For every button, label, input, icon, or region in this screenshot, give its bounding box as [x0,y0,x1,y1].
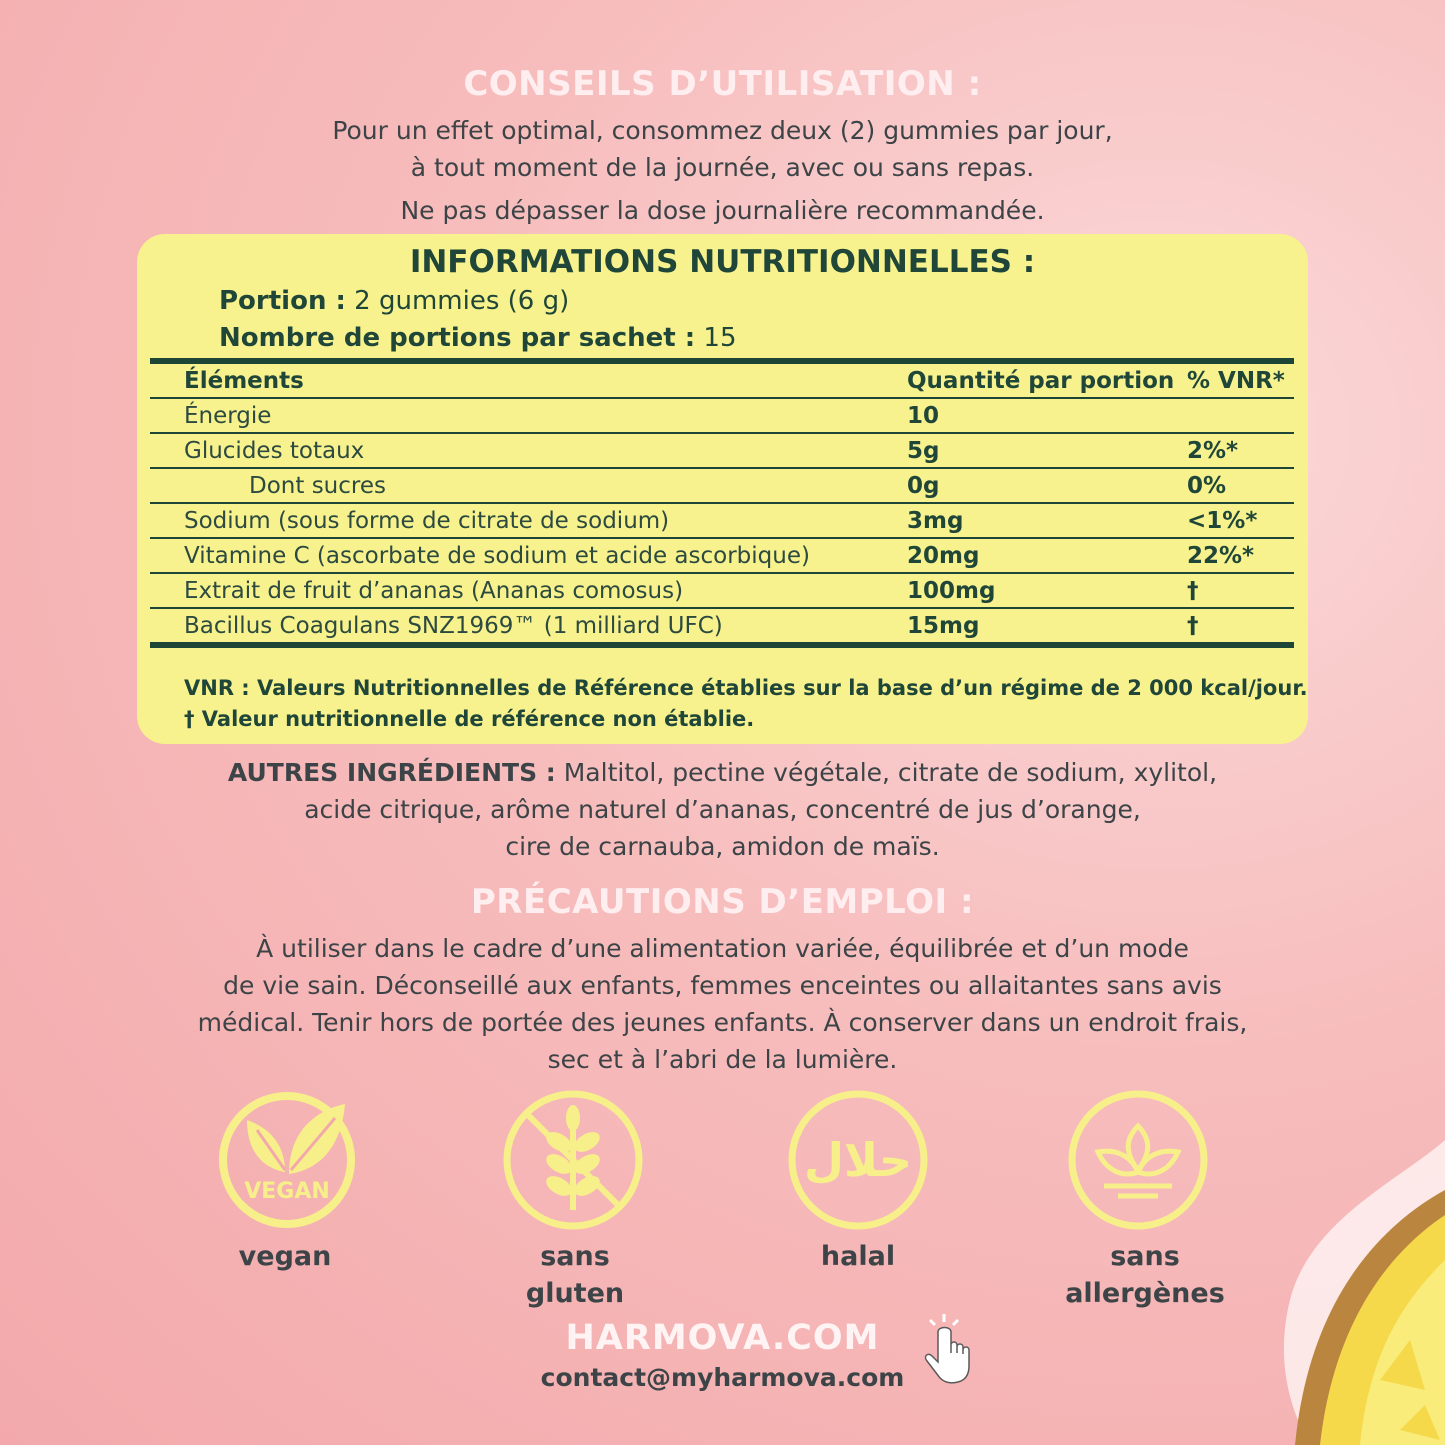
gluten-free-icon [503,1090,643,1230]
contact-email[interactable]: contact@myharmova.com [540,1363,905,1392]
badge-label-gluten [465,1238,685,1312]
usage-line-1: Pour un effet optimal, consommez deux (2) gummies par jour, [332,116,1113,145]
row-vnr: † [1187,573,1294,608]
row-name: Dont sucres [150,468,907,503]
badge-label-vegan [175,1238,395,1275]
portion-value: 2 gummies (6 g) [354,286,570,316]
row-name: Vitamine C (ascorbate de sodium et acide ascorbique) [150,538,907,573]
vegan-icon-text: VEGAN [244,1179,330,1204]
header-elements: Éléments [150,361,907,398]
row-qty: 20mg [907,538,1187,573]
row-vnr: 22%* [1187,538,1294,573]
row-name: Glucides totaux [150,433,907,468]
row-qty: 100mg [907,573,1187,608]
table-row [150,573,1294,608]
row-qty: 3mg [907,503,1187,538]
precautions-line-3: médical. Tenir hors de portée des jeunes enfants. À conserver dans un endroit frais, [197,1008,1248,1037]
row-vnr [1187,398,1294,433]
precautions-title: PRÉCAUTIONS D’EMPLOI : [470,882,975,922]
ingredients-line-2: acide citrique, arôme naturel d’ananas, concentré de jus d’orange, [304,795,1141,824]
usage-title: CONSEILS D’UTILISATION : [463,64,982,104]
portion-line [219,286,569,316]
table-row [150,468,1294,503]
nutrition-title: INFORMATIONS NUTRITIONNELLES : [409,244,1036,280]
usage-line-2: à tout moment de la journée, avec ou sans repas. [410,153,1035,182]
badge-label-line: vegan [238,1241,332,1272]
table-row [150,538,1294,573]
row-vnr: 2%* [1187,433,1294,468]
badge-label-halal [748,1238,968,1275]
row-name: Sodium (sous forme de citrate de sodium) [150,503,907,538]
halal-icon [788,1090,928,1230]
website-link[interactable]: HARMOVA.COM [565,1318,880,1358]
table-row [150,608,1294,645]
servings-count-value: 15 [703,323,737,353]
row-qty: 0g [907,468,1187,503]
servings-count-line [219,323,737,353]
usage-text [0,112,1445,229]
precautions-line-1: À utiliser dans le cadre d’une alimentation variée, équilibrée et d’un mode [256,934,1189,963]
table-header-row [150,361,1294,398]
badge-label-allergens [1035,1238,1255,1312]
pineapple-slice-image [1250,1140,1445,1445]
badge-label-line: halal [820,1241,896,1272]
halal-icon-text: حلال [804,1133,912,1187]
header-quantity: Quantité par portion [907,361,1187,398]
precautions-line-2: de vie sain. Déconseillé aux enfants, femmes enceintes ou allaitantes sans avis [223,971,1222,1000]
row-name: Extrait de fruit d’ananas (Ananas comosus) [150,573,907,608]
row-qty: 10 [907,398,1187,433]
allergen-free-icon [1068,1090,1208,1230]
ingredients-line-1 [0,754,1445,791]
row-name: Bacillus Coagulans SNZ1969™ (1 milliard UFC) [184,612,723,639]
row-name: Énergie [150,398,907,433]
table-row [150,503,1294,538]
badge-label-line: allergènes [1065,1278,1225,1309]
row-vnr: 0% [1187,468,1294,503]
ingredients-line-3: cire de carnauba, amidon de maïs. [505,832,940,861]
usage-line-3: Ne pas dépasser la dose journalière recommandée. [400,196,1045,225]
badge-label-line: sans [540,1241,610,1272]
row-vnr: <1%* [1187,503,1294,538]
servings-count-label: Nombre de portions par sachet : [219,323,696,353]
row-qty: 5g [907,433,1187,468]
ingredients-label: AUTRES INGRÉDIENTS : [227,758,556,787]
row-qty: 15mg [907,612,980,639]
vnr-footnote: VNR : Valeurs Nutritionnelles de Référence établies sur la base d’un régime de 2 000 kcal/jour. [184,676,1308,700]
portion-label: Portion : [219,286,346,316]
vegan-leaf-icon [217,1090,357,1230]
nutrition-table [150,358,1294,648]
badge-label-line: gluten [525,1278,625,1309]
table-row [150,433,1294,468]
row-vnr: † [1187,612,1199,639]
header-vnr: % VNR* [1187,361,1294,398]
table-row [150,398,1294,433]
ingredients-text [0,754,1445,865]
badge-label-line: sans [1110,1241,1180,1272]
ingredients-line-1-text: Maltitol, pectine végétale, citrate de sodium, xylitol, [555,758,1218,787]
precautions-line-4: sec et à l’abri de la lumière. [547,1045,898,1074]
dagger-footnote: † Valeur nutritionnelle de référence non établie. [184,707,755,731]
precautions-text [0,930,1445,1078]
